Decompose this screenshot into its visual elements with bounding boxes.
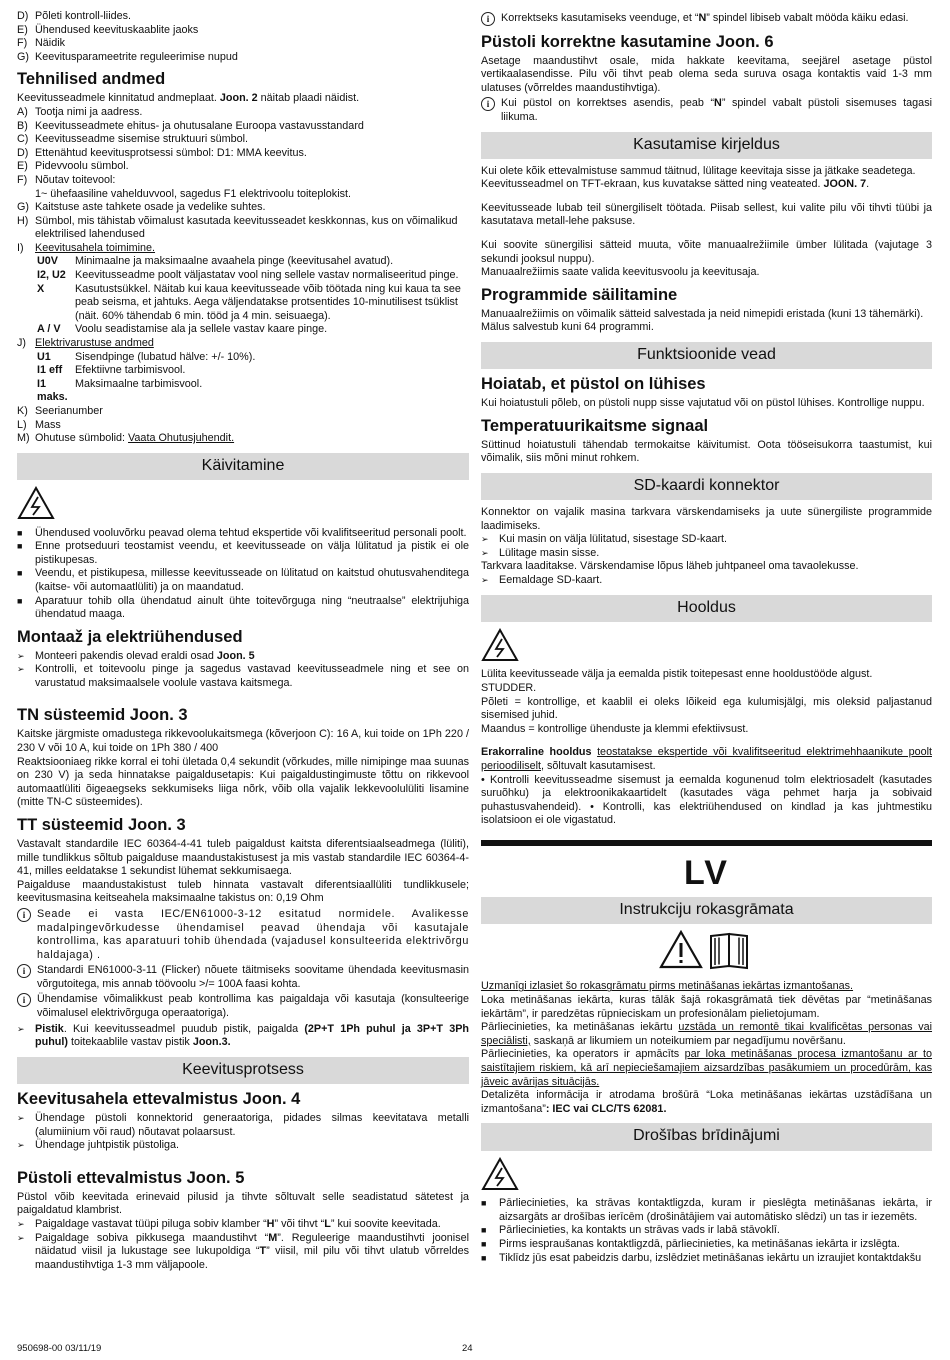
list-item [17,567,469,594]
item-text: Tootja nimi ja aadress. [35,105,143,118]
list-item [17,419,469,433]
section-title-montaaz: Montaaž ja elektriühendused [17,627,243,646]
list-item [17,242,469,256]
item-text: Sisendpinge (lubatud hälve: +/- 10%). [75,350,256,363]
item-text: Näidik [35,37,66,50]
item-text: Keevitusseadme sisemise struktuuri sümbol. [35,133,249,146]
item-key: A) [17,105,28,118]
item-text: 1~ ühefaasiline vahelduvvool, sagedus F1 elektrivoolu toiteplokist. [35,187,352,200]
item-key: D) [17,10,29,22]
list-item-text: Aparatuur tohib olla ühendatud ainult ühte toitevõrguga ning “neutraalse” elektrijuhiga ühendatud maaga. [35,594,469,621]
list-item-text: Pārlieciniеties, ka kontakts un strāvas vads ir labā stāvoklī. [499,1224,780,1237]
list-item [17,215,469,242]
supply-heading: J) Elektrivarustuse andmed [17,337,154,350]
item-text: Nõutav toitevool: [35,173,116,186]
section-band-kaivitamine: Käivitamine [17,453,469,480]
section-title-tn: TN süsteemid Joon. 3 [17,706,188,725]
warning-triangle-icon [481,628,932,667]
open-manual-icon [659,930,755,970]
list-item [17,269,469,283]
document-code: 950698-00 03/11/19 [17,1343,102,1354]
list-item [481,1224,932,1238]
list-item [17,24,469,38]
item-text: Seerianumber [35,405,103,417]
list-item [17,188,469,202]
korr-text: Asetage maandustihvt osale, mida hakkate keevitama, seejärel asetage püstol vertikaalasendisse. Pilu või tihvt peab olema seda suruva osaga kontaktis vaid 1-3 mm ulatuses (võrreldes maandustihvtiga). [481,54,932,94]
tt-text: Vastavalt standardile IEC 60364-4-41 tuleb paigaldust kaitsta diferentsiaalseadmega (lüliti), mille tundlikkus sõltub paigalduse maandustakistusest ja mis vastab standardile IEC 60364-4-41, milles eeldatakse 1 sekundist lühemat sekkumisaega. [17,837,469,878]
list-item: ➢ Monteeri pakendis olevad eraldi osad Joon. 5 [17,649,255,662]
item-text: Keevitusseadmete ehitus- ja ohutusalane Euroopa vastavusstandard [35,119,364,132]
square-bullet-icon: ■ [481,1225,487,1236]
list-item [17,405,469,419]
item-key: I1 maks. [37,377,68,404]
list-item [17,37,469,51]
info-icon: i [17,908,31,922]
square-bullet-icon: ■ [17,568,23,579]
list-item [17,364,469,378]
info-note: i Ühendamise võimalikkust peab kontrollima kas paigaldaja või kasutaja (konsulteerige võimalusel elektrivõrguga operaatoriga). [17,993,469,1020]
tech-items-list [17,106,469,256]
arrow-bullet-icon: ➢ [17,650,25,661]
section-band-funktsioonide-vead: Funktsioonide vead [481,342,932,369]
item-text: Kasutustsükkel. Näitab kui kaua keevitusseade võib töötada ning kui kaua ta see peab seisma, et jahtuks. Aega väljendatakse protsentides 10-minutilisest tsüklist (näit. 60% tähendab 6 min. tööd ja 4 min. seisuaega). [75,282,461,322]
item-key: I2, U2 [37,269,66,282]
section-band-instrukciju: Instrukciju rokasgrāmata [481,897,932,924]
item-key: U0V [37,255,59,268]
list-item: ➢ Ühendage püstoli konnektorid generaatoriga, pidades silmas keevitatava metalli (alumiinium või raud) nõutavat polaarsust. [17,1111,469,1138]
right-column: i Korrektseks kasutamiseks veenduge, et “N” spindel libiseb vabalt mööda käiku edasi. Püstoli korrektne kasutamine Joon. 6 Asetage maandustihvt osale, mida hakkate keevitama, seejärel asetage püstol vertikaalasendisse. Pilu või tihvt peab olema seda suruva osaga kontaktis vaid 1-3 mm ulatuses (võrreldes maandustihvtiga). i Kui püstol on korrektses asendis, peab “N” spindel vabalt püstoli sisemuses tagasi liikuma. Kasutamise kirjeldus Kui olete kõik ettevalmistuse sammud täitnud, lülitage keevitaja sisse ja jätkake seadetega. Keevitusseadmel on TFT-ekraan, kus kuvatakse sätted ning veateated. JOON. 7. Keevitusseade lubab teil sünergiliselt töötada. Piisab sellest, kui valite pilu või tihvti tüübi ja kasutatava metall-lehe paksuse. Kui soovite sünergilisi sätteid muuta, võite manuaalrežiimile ümber lülitada (vajutage 3 sekundi jooksul nuppu). Manuaalrežiimis saate valida keevitusvoolu ja keevitusaja. Programmide säilitamine Manuaalrežiimis on võimalik sätteid salvestada ja neid nimepidi eristada (kuni 13 tähemärki). Mälus salvestub kuni 64 programmi. Funktsioonide vead Hoiatab, et püstol on lühises Kui hoiatustuli põleb, on püstoli nupp sisse vajutatud või on püstol lühises. Kontrollige nuppu. Temperatuurikaitsme signaal Süttinud hoiatustuli tähendab termokaitse käivitumist. Oota tööseisukorra taastumist, kui võimalik, siis mõni minut rohkem. SD-kaardi konnektor Konnektor on vajalik masina tarkvara värskendamiseks ja uute sünergiliste programmide laadimiseks. ➢ Kui masin on välja lülitatud, sisestage SD-kaart. ➢ Lülitage masin sisse. Tarkvara laaditakse. Värskendamise lõpus läheb juhtpaneel oma tavaolekusse. ➢ Eemaldage SD-kaart. Hooldus Lülita keevitusseade välja ja eemalda pistik toitepesast enne hooldustööde algust. STUDDER. Põleti = kontrollige, et kaablil ei oleks lõikeid ega kulumisjälgi, mis oleksid paljastanud sisemised juhid. Maandus = kontrollige ühenduste ja klemmi efektiivsust. Erakorraline hooldus teostatakse ekspertide või kvalifitseeritud elektrimehhaanikute poolt perioodiliselt, sõltuvalt kasutamisest. • Kontrolli keevitusseadme sisemust ja eemalda kogunenud tolm elektriosadelt (kasutades suruõhku) ja elektroonikakaartidelt (kasutades väga pehmet harja ja sobivaid puhastusvahendeid). • Kontrolli, kas elektriühendused on kindlad ja kas juhtmestiku isolatsioon ei ole vigastatud. LV Instrukciju rokasgrāmata Uzmanīgi izlasiet šo rokasgrāmatu pirms metināšanas iekārtas izmantošanas. Loka metināšanas iekārta, kuras tālāk šajā rokasgrāmatā tiek dēvētas par “metināšanas iekārtām”, ir paredzētas rūpnieciskam un profesionālam pielietojumam. Pārlieciniеties, ka metināšanas iekārtu uzstāda un remontē tikai kvalificētas personas vai speciālisti, saskaņā ar likumiem un noteikumiem par negadījumu novēršanu. Pārlieciniеties, ka operators ir apmācīts par loka metināšanas procesa izmantošanu ar to saistītajiem riskiem, kā arī nepieciešamajiem aizsardzības pasākumiem un procedūrām, kas jāveic avārijas situācijās. Detalizēta informācija ir atrodama brošūrā “Loka metināšanas iekārtas uzstādīšana un izmantošana”: IEC vai CLC/TS 62081. Drošības brīdinājumi ■ Pārlieciniеties, ka strāvas kontaktligzda, kuram ir pieslēgta metināšanas iekārta, ir aizsargāts ar drošības ierīcēm (drošinātājiem vai automātisko slēdzi) un tas ir iezemēts. ■ Pārlieciniеties, ka kontakts un strāvas vads ir labā stāvoklī. ■ Pirms iespraušanas kontaktligzdā, pārlieciniеties, ka metināšanas iekārta ir izslēgta. ■ Tiklīdz jūs esat pabeidzis darbu, izslēdziet metināšanas iekārtu un izraujiet kontaktdakšu [481,12,933,1264]
item-key: U1 [37,350,51,363]
list-item [17,51,469,65]
pustol-text: Püstol võib keevitada erinevaid pilusid ja tihvte sõltuvalt selle seadistatud sätetest ja paigaldatud klambrist. [17,1190,469,1217]
serial-mass-list [17,405,469,432]
section-band-drosibas: Drošības brīdinājumi [481,1123,932,1150]
item-key: A / V [37,323,61,336]
section-title-luhis: Hoiatab, et püstol on lühises [481,375,706,394]
item-text: Maksimaalne tarbimisvool. [75,377,203,390]
item-key [17,188,35,202]
section-title-temperatuur: Temperatuurikaitsme signaal [481,416,709,435]
list-item: ➢ Paigaldage vastavat tüüpi piluga sobiv klamber “H” või tihvt “L” kui soovite keevitada. [17,1217,441,1230]
item-key: H) [17,214,29,227]
list-item [17,174,469,188]
arrow-bullet-icon: ➢ [481,575,489,585]
list-item-text: Ühendused vooluvõrku peavad olema tehtud ekspertide või kvalifitseeritud personali poolt. [35,526,467,539]
page-number: 24 [462,1343,473,1354]
list-item [17,201,469,215]
list-item [17,351,469,365]
tech-intro: Keevitusseadmele kinnitatud andmeplaat. Joon. 2 näitab plaadi näidist. [17,92,360,105]
arrow-bullet-icon: ➢ [17,1232,25,1243]
item-key: F) [17,173,28,186]
section-title-tt: TT süsteemid Joon. 3 [17,815,186,834]
square-bullet-icon: ■ [17,541,23,552]
section-band-kasutamine: Kasutamise kirjeldus [481,132,932,159]
manual-warning-icons [481,930,932,975]
item-text: Keevitusahela toimimine. [35,241,156,254]
item-key: D) [17,146,29,159]
supply-items-list [17,351,469,405]
section-title-korrektne: Püstoli korrektne kasutamine Joon. 6 [481,32,774,51]
list-item: ➢ Pistik. Kui keevitusseadmel puudub pistik, paigalda (2P+T 1Ph puhul ja 3P+T 3Ph puhul) toitekaablile vastav pistik Joon.3. [17,1022,469,1049]
item-text: Kaitstuse aste tahkete osade ja vedelike suhtes. [35,201,266,214]
list-item [17,10,469,24]
safety-instructions-link[interactable]: Vaata Ohutusjuhendit. [128,432,235,445]
item-text: Efektiivne tarbimisvool. [75,364,186,377]
item-key: G) [17,201,29,214]
item-text: Mass [35,418,61,431]
item-text: Pidevvoolu sümbol. [35,160,129,173]
item-text: Ettenähtud keevitusprotsessi sümbol: D1: MMA keevitus. [35,146,307,159]
startup-bullet-list [17,527,469,622]
list-item [17,106,469,120]
list-item: ➢ Kontrolli, et toitevoolu pinge ja sagedus vastavad keevitusseadmele ning et see on varustatud maksimaalsele voolule vastava kaitsmega. [17,663,469,689]
section-title-programmid: Programmide säilitamine [481,285,678,304]
item-key: K) [17,405,28,417]
item-text: Sümbol, mis tähistab võimalust kasutada keevitusseadet keskkonnas, kus on võimalikud elektrilised lahendused [35,214,458,241]
section-band-keevitusprotsess: Keevitusprotsess [17,1057,469,1084]
tn-text-2: Reaktsiooniaeg rikke korral ei tohi ületada 0,4 sekundit (võrkudes, mille nimipinge maa suunas on 230 V) ja seda hinnatakse paigaldusetapis: Kui paigaldustingimuste tõttu on rikkevool automaatlüliti õigeaegseks sekkumiseks liiga nõrk, võib olla vajalik lekkevoolulüliti lisamine (mitte TN-C süsteemides). [17,755,469,809]
list-item-text: Enne protseduuri teostamist veendu, et keevitusseade on välja lülitatud ja pistik ei ole pistikupesas. [35,540,469,566]
list-item [17,595,469,622]
info-note: i Seade ei vasta IEC/EN61000-3-12 esitatud normidele. Avalikesse madalpingevõrkudesse ühendamisel peavad ühendaja või kasutajale kontrollima, kas aparatuuri tohib ühendada (vajadusel konsulteerida elektrivõrgu haldajaga) . [17,908,469,962]
kasut-text-2: Keevitusseadmel on TFT-ekraan, kus kuvatakse sätted ning veateated. JOON. 7. [481,178,870,191]
item-key: E) [17,23,28,36]
list-item [481,1197,932,1224]
arrow-bullet-icon: ➢ [481,534,489,545]
item-key: E) [17,160,28,173]
list-item [17,133,469,147]
arrow-bullet-icon: ➢ [17,1218,25,1229]
list-item: ➢ Kui masin on välja lülitatud, sisestage SD-kaart. [481,533,728,546]
item-key: L) [17,418,27,431]
info-icon: i [17,964,31,978]
info-note: i Kui püstol on korrektses asendis, peab “N” spindel vabalt püstoli sisemuses tagasi liikuma. [481,97,932,124]
item-key: I1 eff [37,364,63,377]
component-list [17,10,469,64]
item-key: C) [17,133,29,146]
square-bullet-icon: ■ [17,527,23,538]
item-key: I) [17,241,24,254]
arrow-bullet-icon: ➢ [481,547,489,558]
list-item: ➢ Eemaldage SD-kaart. [481,574,603,586]
item-text: Keevitusseadme poolt väljastatav vool ning sellele vastav normaliseeritud pinge. [75,269,459,282]
list-item [481,1238,932,1252]
list-item [17,147,469,161]
list-item [17,540,469,567]
item-text: Ühendused keevituskaablite jaoks [35,23,199,36]
square-bullet-icon: ■ [481,1238,487,1249]
list-item [17,255,469,269]
list-item-text: Pirms iespraušanas kontaktligzdā, pārlieciniеties, ka metināšanas iekārta ir izslēgta. [499,1237,900,1250]
list-item-text: Tiklīdz jūs esat pabeidzis darbu, izslēdziet metināšanas iekārtu un izraujiet kontaktdakšu [499,1251,922,1264]
item-text: Põleti kontroll-liides. [35,10,132,22]
list-item [17,527,469,541]
list-item [17,323,469,337]
item-text: Voolu seadistamise ala ja sellele vastav kaare pinge. [75,323,328,336]
item-text: Minimaalne ja maksimaalne avaahela pinge (keevitusahel avatud). [75,255,394,268]
info-icon: i [17,993,31,1007]
extraordinary-maintenance: Erakorraline hooldus teostatakse ekspertide või kvalifitseeritud elektrimehhaanikute poolt perioodiliselt, sõltuvalt kasutamisest. [481,746,932,772]
square-bullet-icon: ■ [17,595,23,606]
tt-text-2: Paigalduse maandustakistust tuleb hinnata vastavalt diferentsiaallüliti tundlikkusele; keevitusmasina keitseahela maksimaalne takistus on: 0,19 Ohm [17,878,469,905]
list-item: ➢ Ühendage juhtpistik püstoliga. [17,1139,180,1152]
section-title-technical-data: Tehnilised andmed [17,70,166,89]
info-icon: i [481,97,495,111]
arrow-bullet-icon: ➢ [17,664,25,675]
warning-triangle-icon [481,1157,932,1196]
square-bullet-icon: ■ [481,1252,487,1263]
safety-symbols-item: M) Ohutuse sümbolid: Vaata Ohutusjuhendit. [17,432,235,445]
item-key: B) [17,119,28,132]
list-item [481,1252,932,1266]
info-icon: i [481,12,495,26]
item-key: G) [17,50,29,63]
arrow-bullet-icon: ➢ [17,1140,25,1151]
circuit-items-list [17,255,469,337]
section-band-sd: SD-kaardi konnektor [481,473,932,500]
item-key: X [37,282,45,295]
section-title-ahel: Keevitusahela ettevalmistus Joon. 4 [17,1090,301,1108]
item-text: Keevitusparameetrite reguleerimise nupud [35,50,238,63]
language-divider [481,840,932,846]
tn-text: Kaitske järgmiste omadustega rikkevoolukaitsmega (kõverjoon C): 16 A, kui toide on 1Ph 220 / 230 V või 10 A, kui toide on 1Ph 380 / 400 [17,728,469,754]
list-item: ➢ Lülitage masin sisse. [481,546,600,559]
language-code: LV [684,853,729,892]
section-band-hooldus: Hooldus [481,595,932,622]
list-item-text: Pārlieciniеties, ka strāvas kontaktligzda, kuram ir pieslēgta metināšanas iekārta, ir aizsargāts ar drošības ierīcēm (drošinātājiem vai automātisko slēdzi) un tas ir iezemēts. [499,1197,932,1223]
list-item [17,120,469,134]
list-item [17,378,469,405]
list-item [17,160,469,174]
list-item-text: Veendu, et pistikupesa, millesse keevitusseade on lülitatud on kaitstud ohutusvahenditega (kaitse- või automaatlüliti) ja on maandatud. [35,567,469,593]
safety-bullet-list [481,1197,932,1265]
left-column [17,10,469,1272]
arrow-bullet-icon: ➢ [17,1023,25,1034]
section-title-pustol: Püstoli ettevalmistus Joon. 5 [17,1168,245,1187]
list-item [17,283,469,324]
list-item: ➢ Paigaldage sobiva pikkusega maandustihvt “M”. Reguleerige maandustihvti joonisel näidatud viisil ja lukustage see lukupoldiga “T” viisil, mil pilu või tihvt ulatub võrreldes maandustihvtiga 1-3 mm väljapoole. [17,1231,470,1271]
square-bullet-icon: ■ [481,1198,487,1209]
info-note: i Korrektseks kasutamiseks veenduge, et “N” spindel libiseb vabalt mööda käiku edasi. [481,12,932,27]
item-key: F) [17,37,28,50]
arrow-bullet-icon: ➢ [17,1112,25,1123]
warning-triangle-icon [17,486,469,525]
info-note: i Standardi EN61000-3-11 (Flicker) nõuete täitmiseks soovitame ühendada keevitusmasin võrgutoitega, mis annab töövoolu >/= 100A faasi kohta. [17,964,469,991]
